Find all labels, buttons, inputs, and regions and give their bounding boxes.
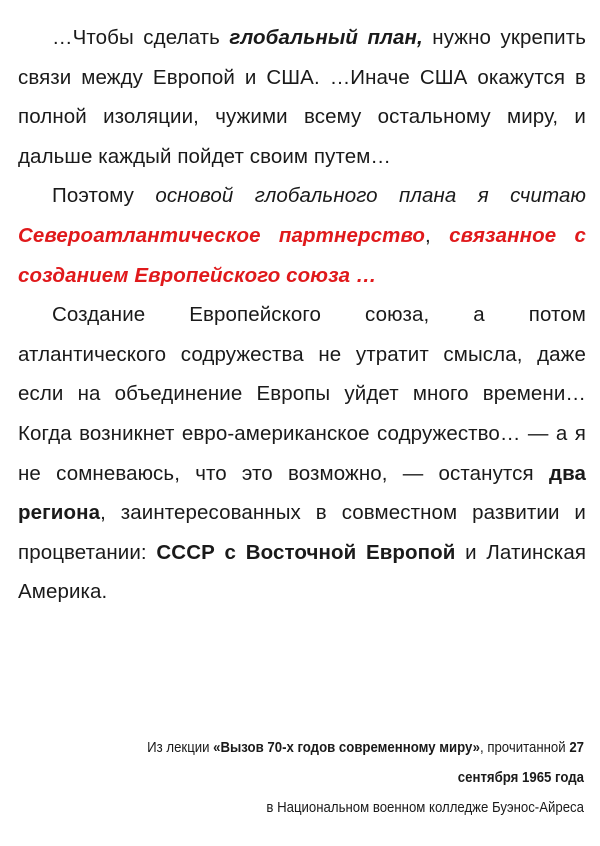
paragraph-basis <box>18 176 586 295</box>
two-regions-emphasis: два региона <box>18 461 586 525</box>
paragraph-regions <box>18 295 586 612</box>
basis-italic-phrase: основой глобального плана я считаю <box>155 184 586 208</box>
caption-prefix: Из лекции <box>147 739 214 756</box>
paragraph1-text-start: …Чтобы сделать <box>52 26 230 49</box>
lecture-day: 27 <box>569 739 584 756</box>
paragraph2-comma: , <box>425 223 450 247</box>
paragraph3-text-start: Создание Европейского союза, а потом атлантического содружества не утратит смысла, даже если на объединение Европы уйдет много времени… Когда возникнет евро-американское содружество… — а я не сомневаюсь, что это возможно, — останутся <box>18 303 586 485</box>
lecture-title: «Вызов 70-х годов современному миру» <box>213 739 480 756</box>
caption-line-3: в Национальном военном колледже Буэнос-Айреса <box>266 799 584 816</box>
quote-body <box>18 18 586 612</box>
caption-suffix: , прочитанной <box>479 739 570 756</box>
paragraph1-text-end: нужно укрепить связи между Европой и США. …Иначе США окажутся в полной изоляции, чужими всему остальному миру, и дальше каждый пойдет своим путем… <box>18 26 586 168</box>
global-plan-emphasis: глобальный план, <box>229 26 423 49</box>
paragraph-global-plan <box>18 18 586 176</box>
caption-line-1 <box>91 733 584 763</box>
paragraph3-text-end: и Латинская Америка. <box>18 540 587 604</box>
caption-line-2: сентября 1965 года <box>457 769 584 786</box>
ussr-eastern-europe-emphasis: СССР с Восточной Европой <box>156 540 456 564</box>
paragraph2-text-start: Поэтому <box>52 184 156 208</box>
north-atlantic-partnership-highlight: Североатлантическое партнерство <box>18 223 426 247</box>
paragraph3-text-middle: , заинтересованных в совместном развитии и процветании: <box>18 501 586 564</box>
european-union-highlight: связанное с созданием Европейского союза … <box>18 223 586 287</box>
source-caption <box>91 733 584 823</box>
